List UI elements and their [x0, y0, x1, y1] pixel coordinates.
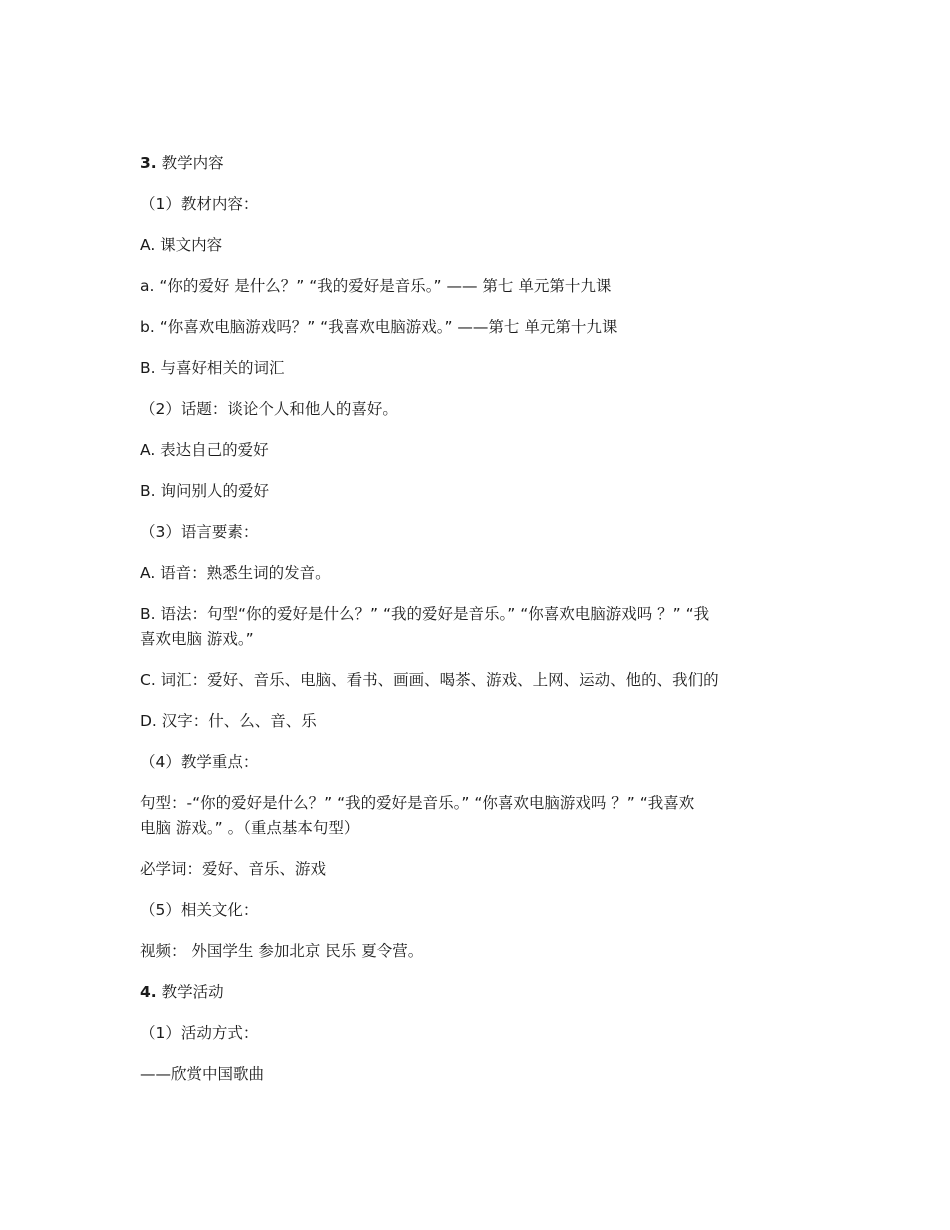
item-text-b: b. “你喜欢电脑游戏吗？” “我喜欢电脑游戏。” ——第七 单元第十九课 — [140, 318, 618, 336]
topic-item-b: B. 询问别人的爱好 — [140, 482, 269, 500]
characters-item: D. 汉字：什、么、音、乐 — [140, 712, 317, 730]
phonetics-item: A. 语音：熟悉生词的发音。 — [140, 564, 331, 582]
topic-item-a: A. 表达自己的爱好 — [140, 441, 269, 459]
vocabulary-item: C. 词汇：爱好、音乐、电脑、看书、画画、喝茶、游戏、上网、运动、他的、我们的 — [140, 671, 719, 689]
item-text-a: a. “你的爱好 是什么？” “我的爱好是音乐。” —— 第七 单元第十九课 — [140, 277, 612, 295]
sentence-patterns-line1: 句型：-“你的爱好是什么？” “我的爱好是音乐。” “你喜欢电脑游戏吗 ？” “我喜欢 — [140, 794, 695, 812]
section-heading-4: 4. 教学活动 — [140, 983, 224, 1001]
subsection-culture: （5）相关文化： — [140, 901, 259, 919]
sentence-patterns-line2: 电脑 游戏。” 。（重点基本句型） — [140, 819, 360, 837]
subsection-activity-method: （1）活动方式： — [140, 1024, 259, 1042]
subsection-teaching-materials: （1）教材内容： — [140, 195, 259, 213]
item-text-content: A. 课文内容 — [140, 236, 223, 254]
section-heading-3: 3. 教学内容 — [140, 154, 224, 172]
grammar-item-line2: 喜欢电脑 游戏。” — [140, 630, 254, 648]
subsection-language-elements: （3）语言要素： — [140, 523, 259, 541]
grammar-item-line1: B. 语法：句型“你的爱好是什么？” “我的爱好是音乐。” “你喜欢电脑游戏吗 ？” “我 — [140, 605, 710, 623]
subsection-key-points: （4）教学重点： — [140, 753, 259, 771]
subsection-topic: （2）话题：谈论个人和他人的喜好。 — [140, 400, 398, 418]
activity-item-songs: ——欣赏中国歌曲 — [140, 1065, 265, 1083]
item-vocabulary: B. 与喜好相关的词汇 — [140, 359, 285, 377]
culture-video: 视频： 外国学生 参加北京 民乐 夏令营。 — [140, 942, 424, 960]
required-words: 必学词：爱好、音乐、游戏 — [140, 860, 327, 878]
section-number: 3. — [140, 154, 157, 172]
section-number: 4. — [140, 983, 157, 1001]
